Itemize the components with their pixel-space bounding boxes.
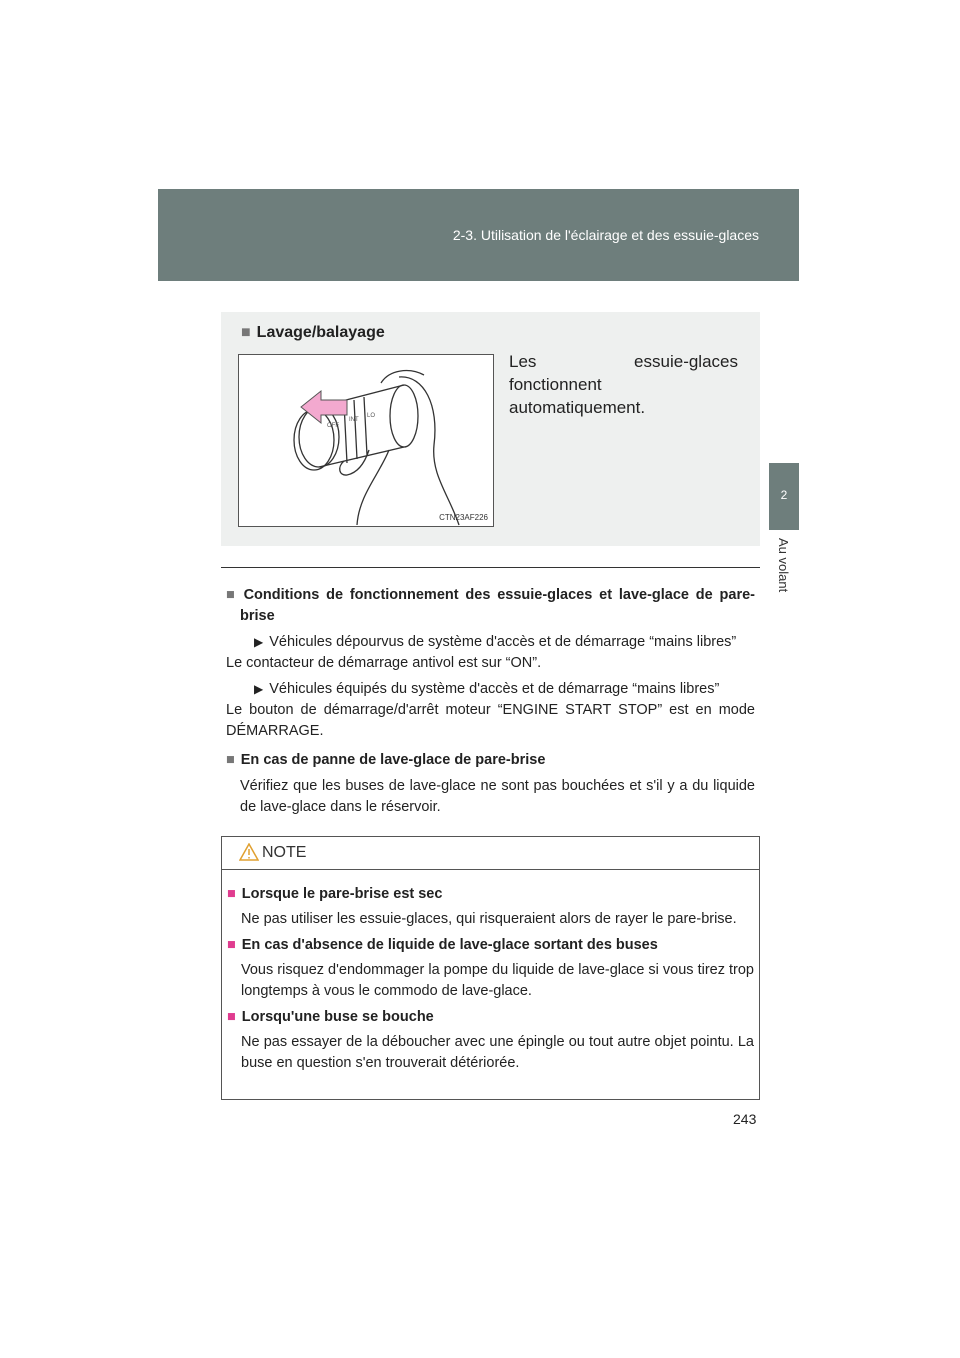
- chapter-number: 2: [780, 488, 788, 502]
- svg-text:LO: LO: [367, 413, 376, 419]
- svg-text:OFF: OFF: [327, 423, 339, 429]
- conditions-section: [226, 585, 755, 818]
- triangle-bullet-icon: ▶: [254, 635, 264, 649]
- chapter-label: Au volant: [776, 538, 791, 593]
- note-heading: ■ Lorsqu'une buse se bouche: [227, 1009, 434, 1025]
- item-heading: ■ Conditions de fonctionnement des essuie-glaces et lave-glace de pare-brise: [226, 587, 755, 624]
- chapter-tab: [769, 463, 799, 530]
- warning-icon: [239, 843, 259, 861]
- wiper-lever-illustration: [238, 354, 494, 527]
- square-bullet-icon: ■: [227, 1009, 236, 1025]
- figure-code: CTN23AF226: [439, 513, 488, 522]
- triangle-bullet-icon: ▶: [254, 682, 264, 696]
- square-bullet-icon: ■: [226, 752, 235, 768]
- note-text: Vous risquez d'endommager la pompe du liquide de lave-glace si vous tirez trop longtemps à vous le commodo de lave-glace.: [241, 962, 754, 999]
- variant-text: Le bouton de démarrage/d'arrêt moteur “ENGINE START STOP” est en mode DÉMARRAGE.: [226, 702, 755, 739]
- note-header: [222, 837, 759, 870]
- item-heading: ■ En cas de panne de lave-glace de pare-brise: [226, 752, 546, 768]
- note-text: Ne pas utiliser les essuie-glaces, qui risqueraient alors de rayer le pare-brise.: [241, 911, 737, 927]
- note-box: [221, 836, 760, 1100]
- page-number: 243: [733, 1111, 757, 1127]
- divider: [221, 567, 760, 568]
- box-description: Les essuie-glaces fonctionnent automatiquement.: [509, 352, 738, 417]
- note-body: [222, 870, 759, 1074]
- note-heading: ■ Lorsque le pare-brise est sec: [227, 886, 443, 902]
- note-title: NOTE: [262, 844, 307, 861]
- wash-wipe-box: [221, 312, 760, 546]
- box-heading: ■ Lavage/balayage: [241, 324, 385, 341]
- note-text: Ne pas essayer de la déboucher avec une épingle ou tout autre objet pointu. La buse en question s'en trouverait détériorée.: [241, 1034, 754, 1071]
- chapter-header-band: [158, 189, 799, 281]
- svg-text:INT: INT: [349, 417, 359, 423]
- square-bullet-icon: ■: [227, 886, 236, 902]
- pull-arrow-icon: [301, 391, 347, 423]
- section-title: 2-3. Utilisation de l'éclairage et des essuie-glaces: [452, 227, 759, 243]
- note-heading: ■ En cas d'absence de liquide de lave-glace sortant des buses: [227, 937, 658, 953]
- variant-line: ▶ Véhicules équipés du système d'accès et de démarrage “mains libres”: [226, 679, 755, 700]
- variant-line: ▶ Véhicules dépourvus de système d'accès et de démarrage “mains libres”: [226, 632, 755, 653]
- item-text: Vérifiez que les buses de lave-glace ne sont pas bouchées et s'il y a du liquide de lave-glace dans le réservoir.: [240, 778, 755, 815]
- hand-lever-drawing: [239, 355, 493, 526]
- square-bullet-icon: ■: [241, 324, 251, 341]
- square-bullet-icon: ■: [226, 587, 238, 603]
- square-bullet-icon: ■: [227, 937, 236, 953]
- variant-text: Le contacteur de démarrage antivol est sur “ON”.: [226, 655, 542, 671]
